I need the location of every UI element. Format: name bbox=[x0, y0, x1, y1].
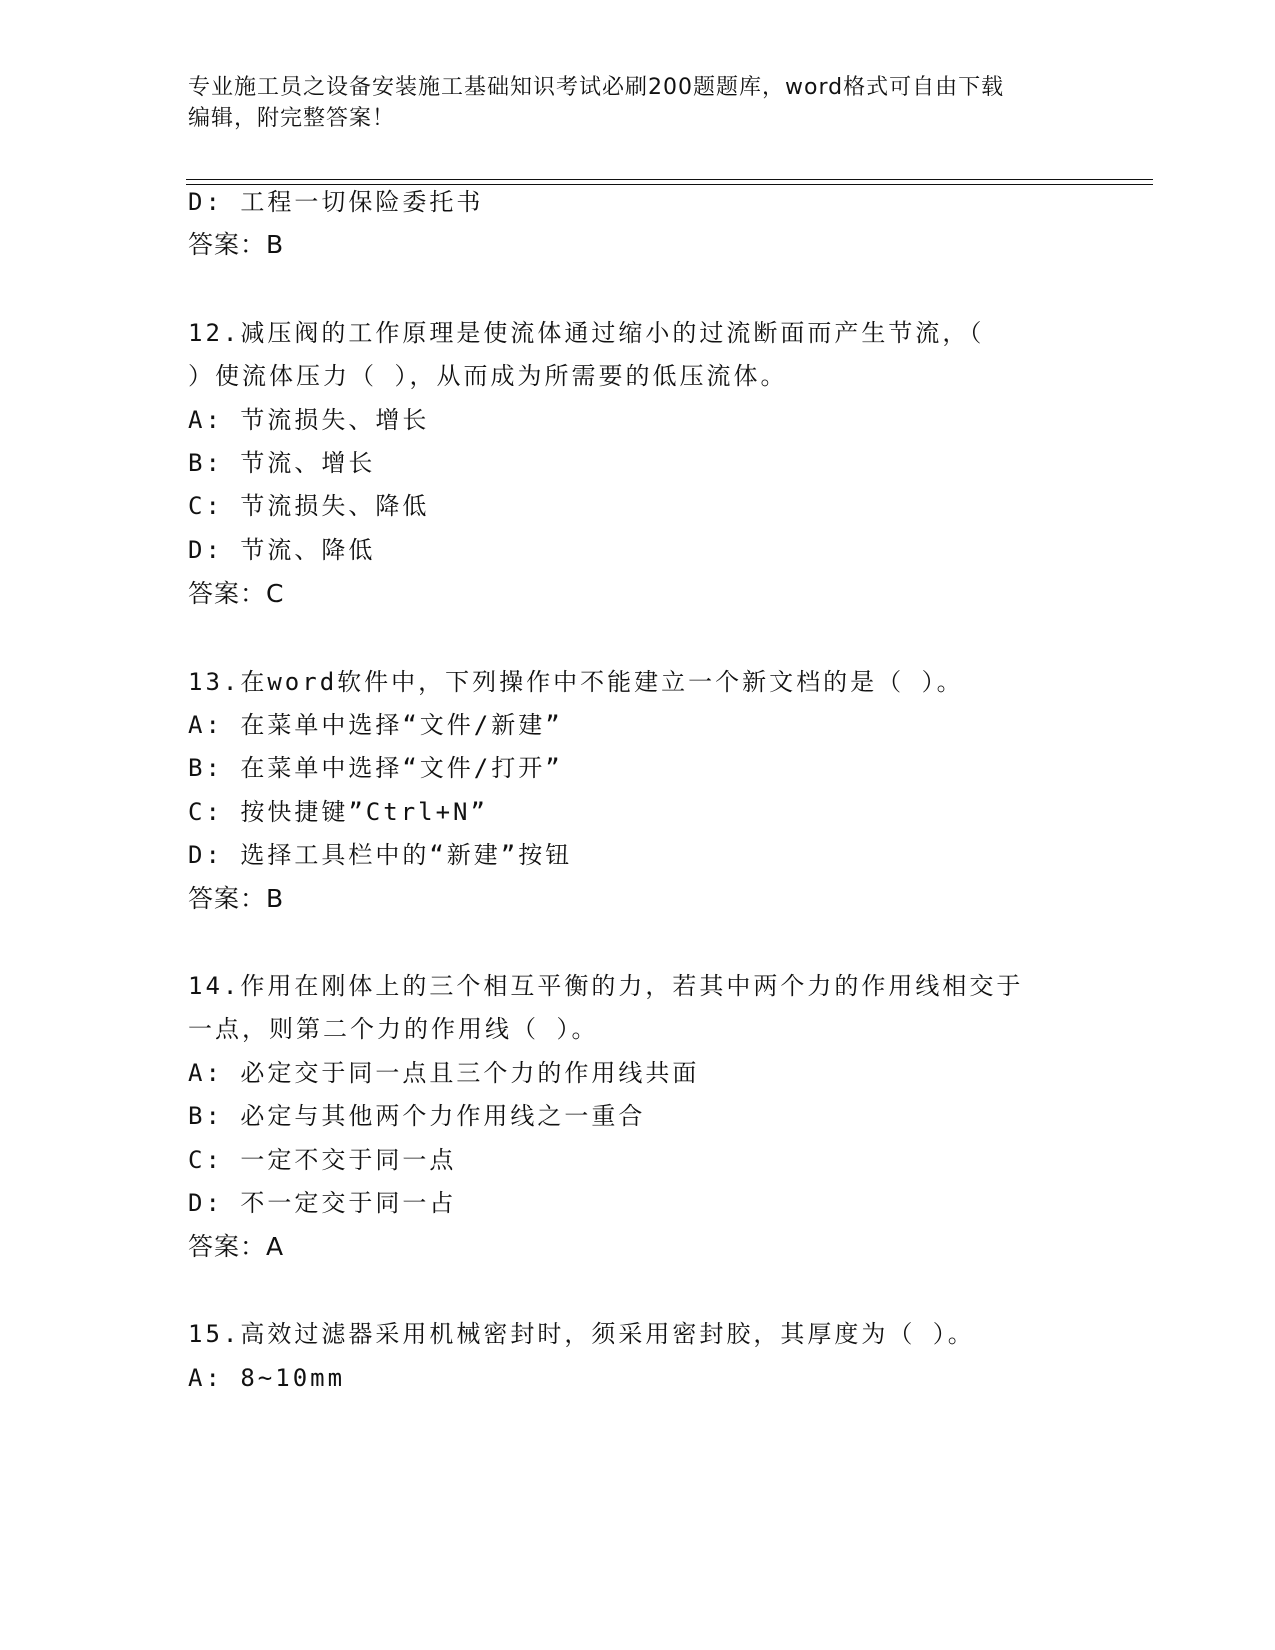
q13-option-b: B: 在菜单中选择“文件/打开” bbox=[188, 754, 563, 782]
q12-answer: 答案：C bbox=[188, 579, 285, 608]
q14-option-b: B: 必定与其他两个力作用线之一重合 bbox=[188, 1102, 646, 1130]
q12-option-a: A: 节流损失、增长 bbox=[188, 406, 430, 434]
q12-stem-line1: 12.减压阀的工作原理是使流体通过缩小的过流断面而产生节流，（ bbox=[188, 319, 985, 347]
q14-answer: 答案：A bbox=[188, 1232, 285, 1261]
q12-stem-line2: ）使流体压力（ ），从而成为所需要的低压流体。 bbox=[188, 362, 788, 390]
q15-stem-line1: 15.高效过滤器采用机械密封时，须采用密封胶，其厚度为（ ）。 bbox=[188, 1320, 975, 1348]
q13-option-a: A: 在菜单中选择“文件/新建” bbox=[188, 711, 563, 739]
q13-option-c: C: 按快捷键”Ctrl+N” bbox=[188, 798, 488, 826]
header-divider-bottom bbox=[186, 184, 1153, 185]
q12-option-d: D: 节流、降低 bbox=[188, 536, 376, 564]
header-title-line1: 专业施工员之设备安装施工基础知识考试必刷200题题库，word格式可自由下载 bbox=[188, 75, 1005, 100]
q13-option-d: D: 选择工具栏中的“新建”按钮 bbox=[188, 841, 573, 869]
q14-option-d: D: 不一定交于同一占 bbox=[188, 1189, 457, 1217]
q14-stem-line2: 一点，则第二个力的作用线（ ）。 bbox=[188, 1015, 599, 1043]
q12-option-b: B: 节流、增长 bbox=[188, 449, 376, 477]
header-divider-top bbox=[186, 179, 1153, 180]
header-title-line2: 编辑，附完整答案！ bbox=[188, 106, 396, 131]
q15-option-a: A: 8~10mm bbox=[188, 1364, 346, 1392]
q14-option-a: A: 必定交于同一点且三个力的作用线共面 bbox=[188, 1059, 700, 1087]
prev-option-d: D: 工程一切保险委托书 bbox=[188, 188, 484, 216]
q13-answer: 答案：B bbox=[188, 884, 285, 913]
q14-option-c: C: 一定不交于同一点 bbox=[188, 1146, 457, 1174]
document-header bbox=[188, 72, 1088, 134]
q13-stem-line1: 13.在word软件中，下列操作中不能建立一个新文档的是（ ）。 bbox=[188, 668, 964, 696]
q12-option-c: C: 节流损失、降低 bbox=[188, 492, 430, 520]
prev-answer: 答案：B bbox=[188, 230, 285, 259]
q14-stem-line1: 14.作用在刚体上的三个相互平衡的力，若其中两个力的作用线相交于 bbox=[188, 972, 1024, 1000]
